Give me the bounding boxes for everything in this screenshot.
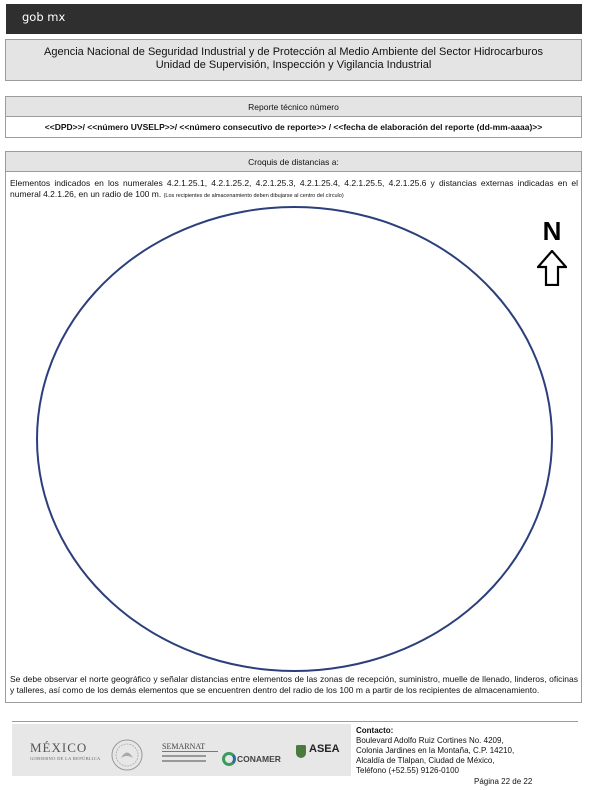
national-seal-icon [110, 738, 144, 772]
conamer-logo-icon [222, 752, 236, 766]
radius-circle [36, 206, 553, 672]
semarnat-logo-line [162, 760, 206, 762]
semarnat-logo-text: SEMARNAT [162, 742, 218, 752]
unit-name: Unidad de Supervisión, Inspección y Vigilancia Industrial [155, 59, 432, 71]
report-number-header: Reporte técnico número [6, 97, 581, 117]
semarnat-logo [162, 742, 218, 762]
asea-logo-text: ASEA [309, 743, 340, 755]
north-indicator [533, 216, 571, 290]
page-number: Página 22 de 22 [474, 777, 533, 786]
croquis-note: (Los recipientes de almacenamiento deben dibujarse al centro del círculo) [163, 193, 344, 199]
gob-mx-logo[interactable]: gob mx [22, 10, 66, 24]
asea-shield-icon [296, 745, 306, 758]
mexico-logo-text: MÉXICO [30, 740, 88, 755]
agency-header [5, 39, 582, 81]
croquis-description [10, 178, 578, 202]
croquis-description-text: Elementos indicados en los numerales 4.2.1.25.1, 4.2.1.25.2, 4.2.1.25.3, 4.2.1.25.4, 4.2.1.25.5, 4.2.1.25.6 y distancias externas indicadas en el numeral 4.2.1.26, en un radio de 100 m. [10, 178, 578, 199]
conamer-logo-text: CONAMER [237, 754, 281, 764]
contact-address-line: Boulevard Adolfo Ruiz Cortines No. 4209, [356, 736, 504, 745]
croquis-header: Croquis de distancias a: [6, 152, 581, 172]
contact-phone: Teléfono (+52.55) 9126-0100 [356, 766, 459, 775]
north-label: N [542, 216, 562, 246]
footer-divider [12, 721, 578, 722]
semarnat-logo-line [162, 755, 206, 757]
report-number-value: <<DPD>>/ <<número UVSELP>>/ <<número consecutivo de reporte>> / <<fecha de elaboración del reporte (dd-mm-aaaa)>> [44, 122, 543, 132]
conamer-logo [222, 752, 282, 766]
north-arrow-icon [537, 250, 567, 286]
contact-info [356, 726, 578, 776]
mexico-logo [30, 740, 110, 761]
mexico-logo-subtext: GOBIERNO DE LA REPÚBLICA [30, 756, 101, 761]
croquis-instructions: Se debe observar el norte geográfico y señalar distancias entre elementos de las zonas de recepción, suministro, muelle de llenado, linderos, oficinas y talleres, así como de los demás elementos que se encuentren dentro del radio de los 100 m a partir de los recipientes de almacenamiento. [10, 674, 578, 695]
contact-title: Contacto: [356, 726, 394, 735]
asea-logo [296, 743, 346, 769]
gob-mx-top-bar [6, 4, 582, 34]
report-number-table [5, 96, 582, 138]
agency-name: Agencia Nacional de Seguridad Industrial y de Protección al Medio Ambiente del Sector Hidrocarburos [44, 46, 543, 58]
contact-address-line: Colonia Jardines en la Montaña, C.P. 14210, [356, 746, 515, 755]
contact-address-line: Alcaldía de Tlalpan, Ciudad de México, [356, 756, 495, 765]
